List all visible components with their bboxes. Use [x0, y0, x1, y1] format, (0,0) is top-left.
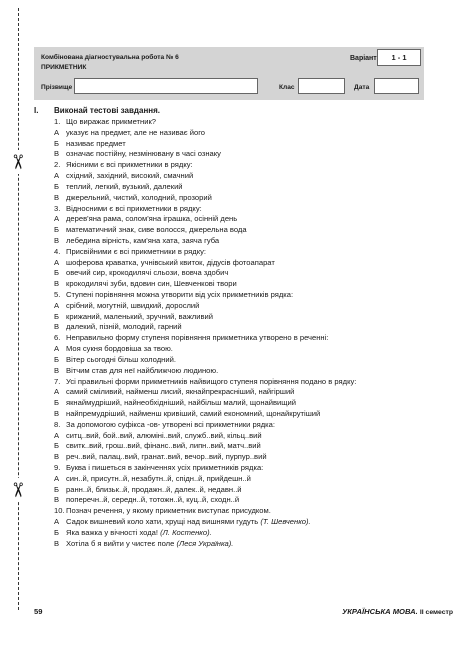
option-letter: Б	[54, 311, 59, 321]
option-letter: А	[54, 127, 60, 137]
question-text: Усі правильні форми прикметників найвищого ступеня порівняння подано в рядку:	[66, 376, 357, 386]
option-text: шоферова краватка, учнівський квиток, дідусів фотоапарат	[66, 257, 275, 267]
question-text: Присвійними є всі прикметники в рядку:	[66, 246, 207, 256]
option-letter: Б	[54, 527, 59, 537]
answer-option[interactable]	[54, 149, 454, 160]
answer-option[interactable]	[54, 322, 454, 333]
option-letter: В	[54, 279, 60, 289]
answer-option[interactable]	[54, 193, 454, 204]
option-text: лебедина вірність, кам'яна хата, заяча губа	[66, 235, 220, 245]
cut-line	[18, 8, 19, 610]
option-letter: А	[54, 387, 60, 397]
answer-option[interactable]	[54, 128, 454, 139]
question-text: Ступені порівняння можна утворити від усіх прикметників рядка:	[66, 290, 294, 299]
answer-option[interactable]	[54, 452, 454, 463]
question-item	[54, 420, 454, 431]
answer-option[interactable]	[54, 495, 454, 506]
surname-field[interactable]	[74, 78, 258, 94]
option-text: реч..вий, палац..вий, гранат..вий, вечор..вий, пурпур..вий	[66, 452, 267, 462]
option-letter: Б	[54, 225, 59, 235]
option-letter: А	[54, 300, 60, 310]
answer-option[interactable]	[54, 139, 454, 150]
question-item	[54, 333, 454, 344]
option-letter: Б	[54, 181, 59, 191]
option-letter: Б	[54, 441, 59, 451]
variant-label: Варіант	[350, 55, 377, 62]
option-text: східний, західний, високий, смачний	[66, 171, 194, 181]
option-text: ситц..вий, бой..вий, алюміні..вий, служб..вий, кільц..вий	[66, 430, 262, 440]
answer-option[interactable]	[54, 214, 454, 225]
option-letter: А	[54, 344, 60, 354]
option-letter: В	[54, 149, 60, 159]
question-number: 9.	[54, 463, 61, 472]
option-letter: А	[54, 430, 60, 440]
question-number: 4.	[54, 246, 61, 256]
option-letter: Б	[54, 138, 59, 148]
option-letter: Б	[54, 484, 59, 494]
option-letter: А	[54, 517, 60, 527]
question-text: Якісними є всі прикметники в рядку:	[66, 160, 193, 170]
option-letter: А	[54, 171, 60, 181]
question-number: 2.	[54, 160, 61, 170]
option-text: указує на предмет, але не називає його	[66, 127, 206, 137]
option-text: Яка важка у вічності хода!	[66, 527, 158, 537]
page-number: 59	[34, 607, 43, 616]
option-letter: В	[54, 365, 60, 375]
variant-value: 1 - 1	[377, 49, 421, 66]
option-text: математичний знак, сиве волосся, джерельна вода	[66, 225, 247, 235]
answer-option[interactable]	[54, 441, 454, 452]
option-letter: Б	[54, 354, 59, 364]
question-item	[54, 290, 454, 301]
option-letter: В	[54, 408, 60, 418]
option-letter: В	[54, 235, 60, 245]
question-number: 7.	[54, 376, 61, 386]
option-text: Вітер сьогодні більш холодний.	[66, 354, 176, 364]
option-letter: В	[54, 452, 60, 462]
answer-option[interactable]	[54, 409, 454, 420]
option-text: свитк..вий, грош..вий, фінанс..вий, липн..вий, матч..вий	[66, 441, 261, 451]
question-item	[54, 204, 454, 215]
question-text: Що виражає прикметник?	[66, 117, 157, 126]
answer-option[interactable]	[54, 225, 454, 236]
answer-option[interactable]	[54, 182, 454, 193]
question-text: Познач речення, у якому прикметник виступає присудком.	[66, 506, 271, 516]
answer-option[interactable]	[54, 528, 454, 539]
answer-option[interactable]	[54, 258, 454, 269]
option-text: Моя сукня бордовіша за твою.	[66, 344, 173, 354]
quote-source: (Л. Костенко).	[160, 527, 212, 537]
question-number: 3.	[54, 203, 61, 213]
answer-option[interactable]	[54, 485, 454, 496]
option-text: крокодилячі зуби, вдовин син, Шевченкові твори	[66, 279, 237, 289]
semester-label: II семестр	[419, 609, 453, 616]
option-letter: А	[54, 257, 60, 267]
option-text: найпремудріший, найменш кривіший, самий економний, щонайкрутіший	[66, 408, 321, 418]
option-letter: А	[54, 473, 60, 483]
answer-option[interactable]	[54, 398, 454, 409]
worksheet-header	[34, 47, 424, 100]
answer-option[interactable]	[54, 301, 454, 312]
answer-option[interactable]	[54, 355, 454, 366]
question-number: 1.	[54, 117, 61, 126]
answer-option[interactable]	[54, 474, 454, 485]
question-number: 6.	[54, 333, 61, 343]
option-letter: В	[54, 495, 60, 505]
question-item	[54, 160, 454, 171]
option-text: Садок вишневий коло хати, хрущі над вишнями гудуть	[66, 517, 259, 527]
option-text: крижаний, маленький, зручний, важливий	[66, 311, 213, 321]
option-text: якнаймудріший, найнеобхідніший, найбільш малий, щонайвищий	[66, 398, 296, 408]
question-list	[54, 117, 454, 550]
class-label: Клас	[279, 84, 295, 91]
option-text: срібний, могутній, швидкий, дорослий	[66, 300, 200, 310]
section-title: Виконай тестові завдання.	[54, 106, 160, 115]
class-field[interactable]	[298, 78, 345, 94]
worksheet-title: Комбінована діагностувальна робота № 6	[41, 54, 179, 61]
quote-source: (Т. Шевченко).	[260, 517, 311, 527]
answer-option[interactable]	[54, 387, 454, 398]
option-text: поперечн..й, середн..й, тотожн..й, куц..й, сходн..й	[66, 495, 240, 505]
question-item	[54, 247, 454, 258]
question-number: 10.	[54, 506, 65, 516]
question-item	[54, 463, 454, 474]
option-text: Вітчим став для неї найближчою людиною.	[66, 365, 219, 375]
surname-label: Прізвище	[41, 84, 73, 91]
answer-option[interactable]	[54, 171, 454, 182]
worksheet-topic: ПРИКМЕТНИК	[41, 64, 87, 71]
option-text: самий сміливий, найменш лисий, якнайпрекрасніший, найгірший	[66, 387, 295, 397]
question-text: За допомогою суфікса -ов- утворені всі прикметники рядка:	[66, 419, 275, 429]
question-text: Буква і пишеться в закінченнях усіх прикметників рядка:	[66, 463, 264, 472]
answer-option[interactable]	[54, 539, 454, 550]
option-text: теплий, легкий, вузький, далекий	[66, 181, 183, 191]
scissors-icon: ✂	[6, 150, 30, 174]
answer-option[interactable]	[54, 268, 454, 279]
option-letter: В	[54, 538, 60, 548]
question-number: 8.	[54, 419, 61, 429]
subject-name: УКРАЇНСЬКА МОВА.	[342, 607, 418, 616]
option-text: овечий сир, крокодилячі сльози, вовча здобич	[66, 268, 229, 278]
quote-source: (Леся Українка).	[176, 538, 234, 548]
option-text: ранн..й, близьк..й, продажн..й, далек..й, недавн..й	[66, 484, 242, 494]
question-number: 5.	[54, 290, 61, 299]
option-letter: Б	[54, 268, 59, 278]
answer-option[interactable]	[54, 312, 454, 323]
option-letter: Б	[54, 398, 59, 408]
option-text: далекий, пізній, молодий, гарний	[66, 322, 182, 332]
answer-option[interactable]	[54, 279, 454, 290]
answer-option[interactable]	[54, 236, 454, 247]
question-item	[54, 377, 454, 388]
option-text: називає предмет	[66, 138, 126, 148]
date-label: Дата	[354, 84, 370, 91]
scissors-icon: ✂	[6, 478, 30, 502]
option-text: означає постійну, незмінювану в часі ознаку	[66, 149, 221, 159]
option-letter: В	[54, 192, 60, 202]
option-letter: В	[54, 322, 60, 332]
option-text: джерельний, чистий, холодний, прозорий	[66, 192, 212, 202]
question-item	[54, 506, 454, 517]
option-text: Хотіла б я вийти у чистеє поле	[66, 538, 175, 548]
question-text: Неправильно форму ступеня порівняння прикметника утворено в реченні:	[66, 333, 329, 343]
answer-option[interactable]	[54, 344, 454, 355]
answer-option[interactable]	[54, 366, 454, 377]
option-text: син..й, присутн..й, незабутн..й, спідн..й, прийдешн..й	[66, 473, 251, 483]
question-text: Відносними є всі прикметники в рядку:	[66, 203, 202, 213]
date-field[interactable]	[374, 78, 419, 94]
answer-option[interactable]	[54, 517, 454, 528]
answer-option[interactable]	[54, 431, 454, 442]
question-item	[54, 117, 454, 128]
option-text: дерев'яна рама, солом'яна іграшка, осінній день	[66, 214, 238, 224]
option-letter: А	[54, 214, 60, 224]
footer-subject	[342, 607, 453, 616]
section-number: I.	[34, 106, 39, 115]
